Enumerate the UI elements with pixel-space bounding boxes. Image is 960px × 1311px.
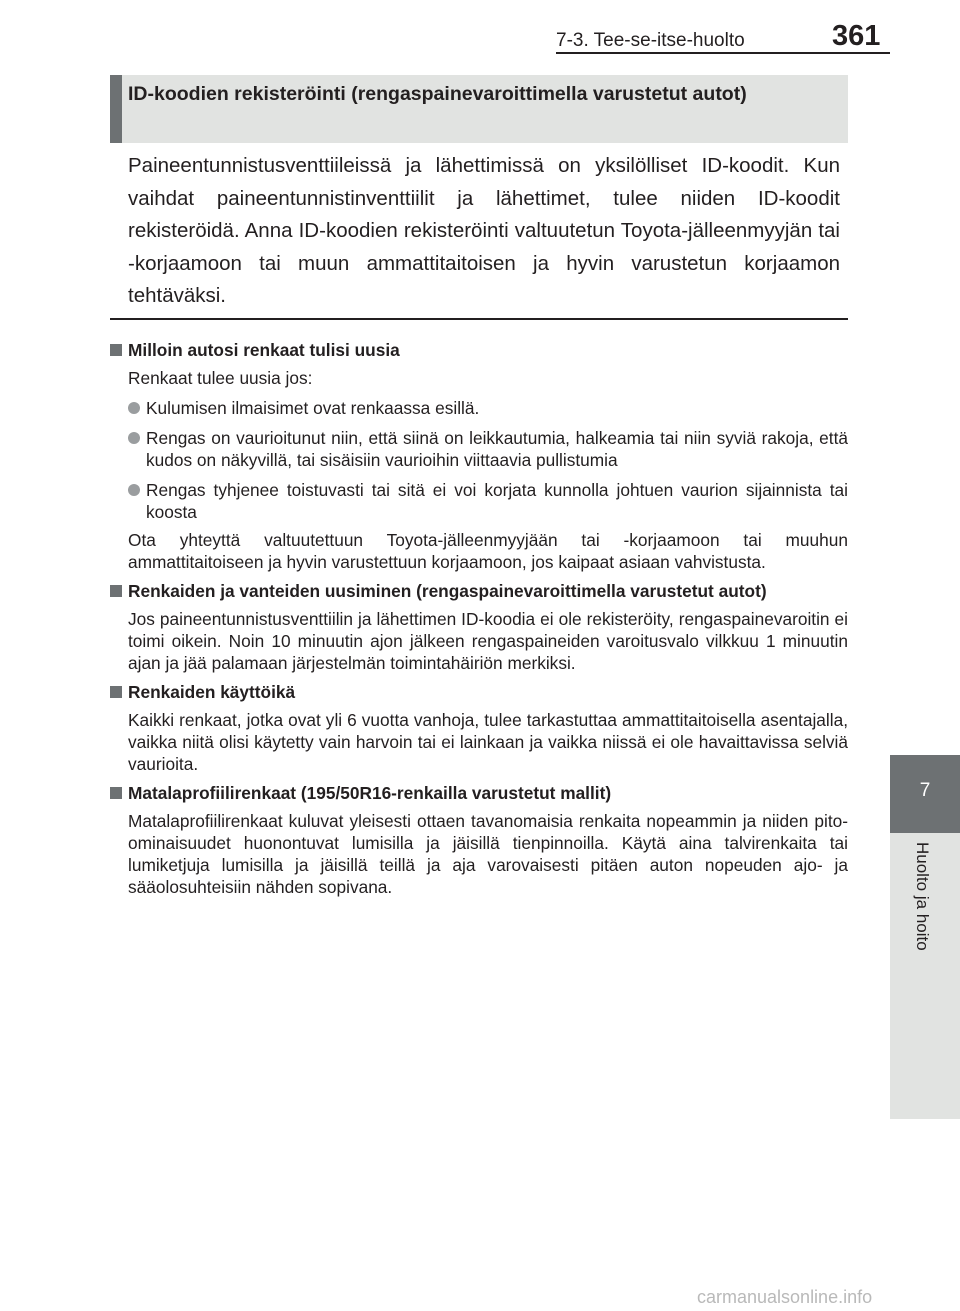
section-title-accent-bar [110, 75, 122, 143]
subsection-heading-text: Milloin autosi renkaat tulisi uusia [128, 340, 400, 360]
page-number: 361 [832, 20, 881, 52]
list-item-text: Rengas tyhjenee toistuvasti tai sitä ei voi korjata kunnolla johtuen vaurion sijainnista tai koosta [146, 480, 848, 522]
subsection-heading [110, 782, 848, 804]
section-title: ID-koodien rekisteröinti (rengaspainevaroittimella varustetut autot) [128, 83, 747, 105]
round-bullet-icon [128, 432, 140, 444]
subsection-lead: Renkaat tulee uusia jos: [128, 368, 313, 388]
subsection-body: Kaikki renkaat, jotka ovat yli 6 vuotta vanhoja, tulee tarkastuttaa ammattitaitoisella asentajalla, vaikka niitä olisi käytetty vain harvoin tai ei lainkaan ja vaikka niissä ei ole havaittavissa selviä vaurioita. [128, 710, 848, 774]
square-bullet-icon [110, 585, 122, 597]
subsection-heading-text: Renkaiden ja vanteiden uusiminen (rengaspainevaroittimella varustetut autot) [128, 581, 767, 601]
intro-paragraph: Paineentunnistusventtiileissä ja lähettimissä on yksilölliset ID-koodit. Kun vaihdat paineentunnistinventtiilit ja lähettimet, tulee niiden ID-koodit rekisteröidä. Anna ID-koodien rekisteröinti valtuutetun Toyota-jälleenmyyjän tai -korjaamoon tai muun ammattitaitoisen ja hyvin varustetun korjaamon tehtäväksi. [128, 154, 840, 307]
subsection-heading [110, 339, 848, 361]
subsection-body: Matalaprofiilirenkaat kuluvat yleisesti ottaen tavanomaisia renkaita nopeammin ja niiden pito-ominaisuudet huonontuvat lumisilla ja jäisillä tienpinnoilla. Käytä aina talvirenkaita tai lumiketjuja lumisilla ja jäisillä teillä ja aja varovaisesti pitäen auton nopeuden ajo- ja sääolosuhteisiin nähden sopivana. [128, 811, 848, 897]
chapter-number: 7 [919, 780, 931, 801]
section-divider [110, 318, 848, 320]
header-rule [556, 52, 890, 54]
list-item [128, 397, 848, 419]
subsection-heading [110, 580, 848, 602]
running-header-section: 7-3. Tee-se-itse-huolto [556, 30, 745, 51]
round-bullet-icon [128, 402, 140, 414]
subsection-heading [110, 681, 848, 703]
square-bullet-icon [110, 344, 122, 356]
subsection-heading-text: Renkaiden käyttöikä [128, 682, 296, 702]
content-body [110, 332, 848, 898]
list-item [128, 427, 848, 471]
watermark: carmanualsonline.info [697, 1287, 873, 1307]
round-bullet-icon [128, 484, 140, 496]
subsection-heading-text: Matalaprofiilirenkaat (195/50R16-renkailla varustetut mallit) [128, 783, 612, 803]
square-bullet-icon [110, 686, 122, 698]
subsection-note: Ota yhteyttä valtuutettuun Toyota-jälleenmyyjään tai -korjaamoon tai muuhun ammattitaitoiseen ja hyvin varustettuun korjaamoon, jos kaipaat asiaan vahvistusta. [128, 530, 848, 572]
list-item-text: Kulumisen ilmaisimet ovat renkaassa esillä. [146, 398, 480, 418]
square-bullet-icon [110, 787, 122, 799]
list-item [128, 479, 848, 523]
chapter-title: Huolto ja hoito [913, 842, 932, 951]
subsection-body: Jos paineentunnistusventtiilin ja lähettimen ID-koodia ei ole rekisteröity, rengaspainevaroitin ei toimi oikein. Noin 10 minuutin ajon jälkeen rengaspaineiden varoitusvalo vilkkuu 1 minuutin ajan ja jää palamaan järjestelmän toimintahäiriön merkiksi. [128, 609, 848, 673]
list-item-text: Rengas on vaurioitunut niin, että siinä on leikkautumia, halkeamia tai niin syviä rakoja, että kudos on näkyvillä, tai sisäisiin vaurioihin viittaavia pullistumia [146, 428, 848, 470]
